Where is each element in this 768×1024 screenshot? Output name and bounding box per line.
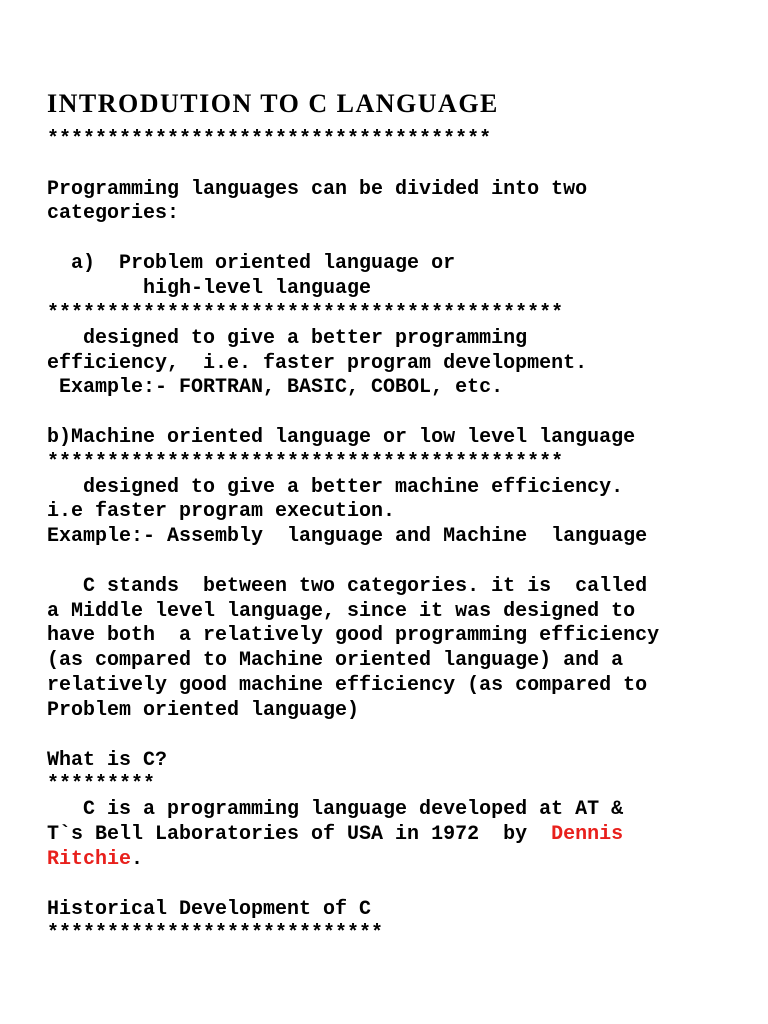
section-b-body-line: i.e faster program execution. — [47, 500, 396, 523]
middle-paragraph-line: relatively good machine efficiency (as compared to — [47, 674, 648, 697]
section-a-body-line: efficiency, i.e. faster program development. — [47, 352, 588, 375]
sentence-period: . — [131, 848, 144, 871]
what-is-c-line: C is a programming language developed at AT & — [47, 798, 624, 821]
section-b-rule: ******************************************* — [47, 451, 564, 474]
history-rule: **************************** — [47, 922, 384, 945]
page-title: INTRODUTION TO C LANGUAGE — [47, 89, 499, 118]
what-is-c-rule: ********* — [47, 773, 156, 796]
section-a-rule: ******************************************* — [47, 302, 564, 325]
intro-line: categories: — [47, 202, 180, 225]
section-a-body-line: designed to give a better programming — [47, 327, 528, 350]
section-a-example: Example:- FORTRAN, BASIC, COBOL, etc. — [47, 376, 504, 399]
middle-paragraph-line: a Middle level language, since it was designed to — [47, 600, 636, 623]
middle-paragraph-line: C stands between two categories. it is called — [47, 575, 648, 598]
author-first-name: Dennis — [551, 823, 624, 846]
title-rule: ************************************* — [47, 128, 492, 151]
section-a-heading: a) Problem oriented language or — [47, 252, 456, 275]
what-is-c-text: T`s Bell Laboratories of USA in 1972 by — [47, 823, 552, 846]
intro-line: Programming languages can be divided into two — [47, 178, 588, 201]
section-b-example: Example:- Assembly language and Machine language — [47, 525, 648, 548]
middle-paragraph-line: Problem oriented language) — [47, 699, 360, 722]
what-is-c-line — [47, 823, 623, 848]
what-is-c-heading: What is C? — [47, 749, 168, 772]
section-a-heading-cont: high-level language — [47, 277, 372, 300]
author-last-name: Ritchie — [47, 848, 132, 871]
history-heading: Historical Development of C — [47, 898, 372, 921]
what-is-c-line — [47, 848, 143, 873]
middle-paragraph-line: (as compared to Machine oriented language) and a — [47, 649, 624, 672]
section-b-body-line: designed to give a better machine efficiency. — [47, 476, 624, 499]
middle-paragraph-line: have both a relatively good programming efficiency — [47, 624, 660, 647]
section-b-heading: b)Machine oriented language or low level language — [47, 426, 636, 449]
